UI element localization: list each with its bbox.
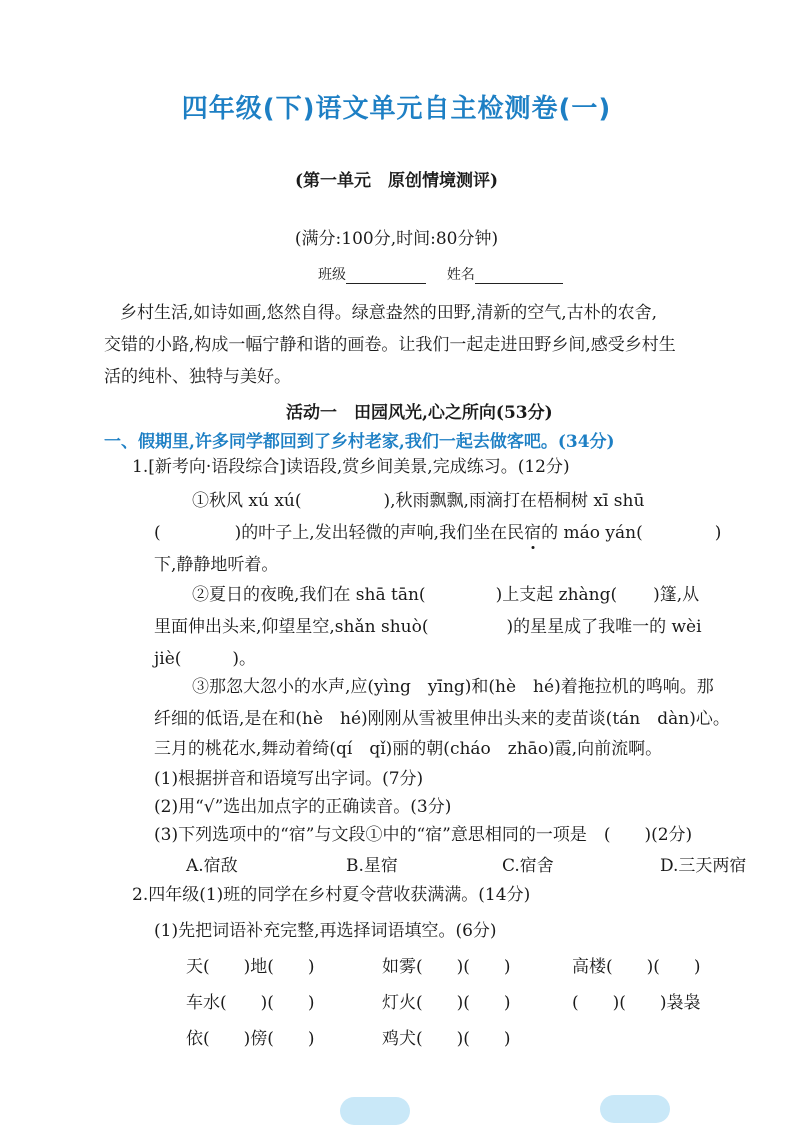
class-label: 班级 bbox=[318, 267, 346, 283]
word-item: 灯火( )( ) bbox=[382, 993, 511, 1013]
q1-p2-line3: jiè( )。 bbox=[154, 649, 257, 669]
unit-subtitle: (第一单元 原创情境测评) bbox=[294, 171, 499, 191]
q1-p2-line2: 里面伸出头来,仰望星空,shǎn shuò( )的星星成了我唯一的 wèi bbox=[154, 617, 702, 637]
word-row-1 bbox=[186, 952, 315, 982]
decorative-cloud-left bbox=[340, 1097, 410, 1125]
q1-p1-line1: ①秋风 xú xú( ),秋雨飘飘,雨滴打在梧桐树 xī shū bbox=[192, 491, 645, 511]
intro-line-1: 乡村生活,如诗如画,悠然自得。绿意盎然的田野,清新的空气,古朴的农舍, bbox=[120, 303, 658, 323]
word-item: 车水( )( ) bbox=[186, 993, 315, 1013]
word-item: 高楼( )( ) bbox=[572, 957, 701, 977]
q1-header: 1.[新考向·语段综合]读语段,赏乡间美景,完成练习。(12分) bbox=[132, 457, 570, 477]
q1-option-b[interactable]: B.星宿 bbox=[346, 856, 398, 876]
q1-p1-line3: 下,静静地听着。 bbox=[154, 555, 279, 575]
q1-subquestion-2: (2)用“√”选出加点字的正确读音。(3分) bbox=[154, 797, 452, 817]
word-row-3-b bbox=[382, 1024, 511, 1054]
q2-subquestion-1: (1)先把词语补充完整,再选择词语填空。(6分) bbox=[154, 921, 497, 941]
name-label: 姓名 bbox=[446, 267, 475, 283]
q2-header: 2.四年级(1)班的同学在乡村夏令营收获满满。(14分) bbox=[132, 885, 531, 905]
q1-p3-line1: ③那忽大忽小的水声,应(yìng yīng)和(hè hé)着拖拉机的鸣响。那 bbox=[192, 677, 714, 697]
q1-p1-line2: ( )的叶子上,发出轻微的声响,我们坐在民宿的 máo yán( ) bbox=[154, 523, 722, 543]
section-heading: 一、假期里,许多同学都回到了乡村老家,我们一起去做客吧。(34分) bbox=[104, 432, 615, 452]
q1-option-d[interactable]: D.三天两宿 bbox=[660, 856, 747, 876]
intro-line-3: 活的纯朴、独特与美好。 bbox=[104, 367, 291, 387]
word-item: 依( )傍( ) bbox=[186, 1029, 315, 1049]
q1-p3-line2: 纤细的低语,是在和(hè hé)刚刚从雪被里伸出头来的麦苗谈(tán dàn)心。 bbox=[154, 709, 730, 729]
name-field[interactable] bbox=[475, 265, 563, 284]
q1-option-c[interactable]: C.宿舍 bbox=[502, 856, 554, 876]
activity-heading: 活动一 田园风光,心之所向(53分) bbox=[286, 403, 553, 423]
q1-option-a[interactable]: A.宿敌 bbox=[186, 856, 238, 876]
student-info bbox=[318, 264, 563, 284]
class-field[interactable] bbox=[346, 265, 426, 284]
word-row-2-c bbox=[572, 988, 701, 1018]
word-item: 鸡犬( )( ) bbox=[382, 1029, 511, 1049]
q1-p2-line1: ②夏日的夜晚,我们在 shā tān( )上支起 zhàng( )篷,从 bbox=[192, 585, 700, 605]
page-title: 四年级(下)语文单元自主检测卷(一) bbox=[181, 94, 612, 124]
word-item: ( )( )袅袅 bbox=[572, 993, 701, 1013]
q1-p3-line3: 三月的桃花水,舞动着绮(qí qǐ)丽的朝(cháo zhāo)霞,向前流啊。 bbox=[154, 739, 663, 759]
q1-subquestion-1: (1)根据拼音和语境写出字词。(7分) bbox=[154, 769, 424, 789]
word-row-1-c bbox=[572, 952, 701, 982]
exam-meta: (满分:100分,时间:80分钟) bbox=[294, 229, 499, 249]
word-row-1-b bbox=[382, 952, 511, 982]
q1-subquestion-3: (3)下列选项中的“宿”与文段①中的“宿”意思相同的一项是 ( )(2分) bbox=[154, 825, 693, 845]
word-item: 天( )地( ) bbox=[186, 957, 315, 977]
word-row-3-a bbox=[186, 1024, 315, 1054]
word-row-2-a bbox=[186, 988, 315, 1018]
word-item: 如雾( )( ) bbox=[382, 957, 511, 977]
word-row-2-b bbox=[382, 988, 511, 1018]
intro-line-2: 交错的小路,构成一幅宁静和谐的画卷。让我们一起走进田野乡间,感受乡村生 bbox=[104, 335, 676, 355]
